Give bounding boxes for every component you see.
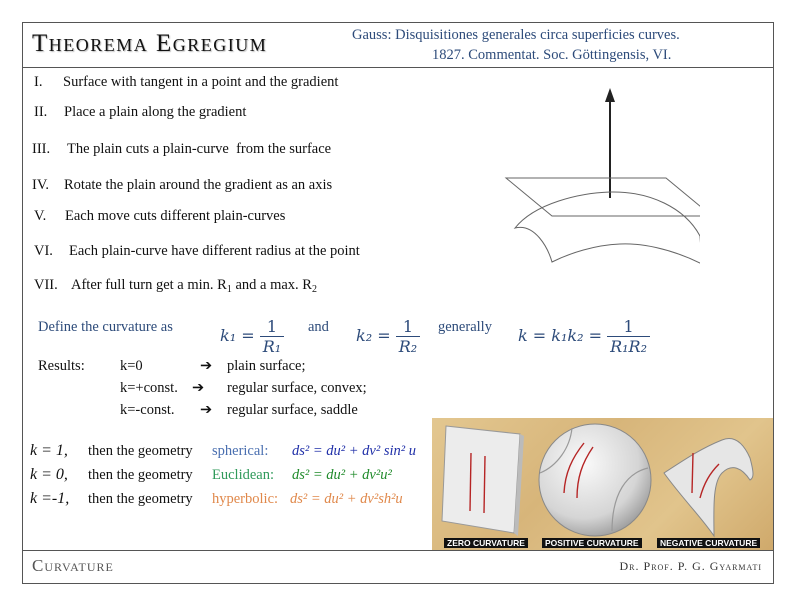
geometry-text: then the geometry: [88, 467, 193, 483]
step-number: V.: [34, 208, 47, 224]
step-text: Place a plain along the gradient: [64, 104, 247, 120]
subscript: 2: [311, 284, 317, 295]
step-text: Each move cuts different plain-curves: [65, 208, 286, 224]
slide-footer: [22, 550, 774, 584]
flat-path-line: [470, 453, 471, 511]
geometry-row: [30, 442, 416, 460]
slide-header: [22, 22, 774, 68]
step-number: VII.: [34, 277, 58, 293]
step-text: The plain cuts a plain-curve from the surface: [67, 141, 332, 157]
subscript: 1: [226, 284, 232, 295]
step-text: Rotate the plain around the gradient as an axis: [64, 177, 333, 193]
caption-zero-curvature: ZERO CURVATURE: [444, 538, 528, 548]
denominator: R₁R₂: [610, 337, 647, 356]
curved-surface: [515, 192, 700, 264]
citation-line-1: Gauss: Disquisitiones generales circa superficies curves.: [352, 27, 680, 43]
k2-fraction: [396, 317, 420, 356]
k-value: k = 1,: [30, 442, 68, 459]
citation: [352, 25, 680, 65]
step-text: After full turn get a min. R: [71, 277, 227, 293]
denominator: R₂: [398, 337, 418, 356]
step-text: Each plain-curve have different radius at the point: [69, 243, 360, 259]
arrow-icon: ➔: [200, 402, 213, 418]
k-value: k = 0,: [30, 466, 68, 483]
k2-lhs: k₂ =: [356, 326, 391, 345]
geometry-text: then the geometry: [88, 443, 193, 459]
arrow-icon: ➔: [200, 358, 213, 374]
result-row: [120, 380, 367, 397]
caption-negative-curvature: NEGATIVE CURVATURE: [657, 538, 760, 548]
slide-title: Theorema Egregium: [32, 30, 268, 57]
curvature-definition: [38, 314, 718, 356]
arrow-icon: ➔: [192, 380, 205, 396]
geometry-row: [30, 490, 403, 508]
k1-lhs: k₁ =: [220, 326, 255, 345]
step-item: [34, 277, 317, 295]
metric-formula: ds² = du² + dv²u²: [292, 467, 392, 483]
step-text: and a max. R: [231, 277, 312, 293]
flat-path-line: [484, 456, 485, 513]
result-text: plain surface;: [227, 358, 306, 374]
result-condition: k=0: [120, 358, 143, 374]
flat-surface: [442, 426, 520, 533]
k2-formula: [356, 317, 420, 356]
geometry-name: Euclidean:: [212, 467, 275, 483]
step-number: II.: [34, 104, 48, 120]
geometry-name: hyperbolic:: [212, 491, 279, 507]
step-item: [32, 141, 331, 158]
k-fraction: [607, 317, 650, 356]
saddle-surface: [664, 439, 753, 536]
tangent-plane-diagram: [500, 88, 700, 278]
tangent-plane: [506, 178, 700, 216]
step-number: VI.: [34, 243, 53, 259]
numerator: 1: [607, 317, 650, 337]
result-condition: k=+const.: [120, 380, 178, 396]
k-lhs: k = k₁k₂ =: [518, 326, 602, 345]
metric-formula: ds² = du² + dv²sh²u: [290, 491, 403, 507]
result-row: [120, 402, 358, 419]
metric-formula: ds² = du² + dv² sin² u: [292, 443, 416, 459]
step-item: [32, 177, 332, 194]
step-number: III.: [32, 141, 51, 157]
geometry-name: spherical:: [212, 443, 269, 459]
denominator: R₁: [262, 337, 282, 356]
result-condition: k=-const.: [120, 402, 175, 418]
and-label: and: [308, 319, 329, 335]
caption-positive-curvature: POSITIVE CURVATURE: [542, 538, 642, 548]
result-text: regular surface, saddle: [227, 402, 358, 418]
gradient-arrow-head: [605, 88, 615, 102]
k-value: k =-1,: [30, 490, 70, 507]
definition-label: Define the curvature as: [38, 319, 173, 335]
step-number: IV.: [32, 177, 50, 193]
step-item: [34, 74, 338, 91]
numerator: 1: [396, 317, 420, 337]
curvature-illustration-art: [432, 418, 773, 551]
curvature-illustration: [432, 418, 773, 551]
numerator: 1: [260, 317, 284, 337]
saddle-path-line: [692, 453, 693, 493]
step-item: [34, 208, 285, 225]
result-text: regular surface, convex;: [227, 380, 367, 396]
step-item: [34, 104, 246, 121]
step-text: Surface with tangent in a point and the gradient: [63, 74, 339, 90]
citation-line-2: 1827. Commentat. Soc. Göttingensis, VI.: [432, 47, 672, 63]
footer-author: Dr. Prof. P. G. Gyarmati: [619, 559, 762, 573]
sphere-surface: [539, 424, 651, 536]
step-item: [34, 243, 360, 260]
k-formula: [518, 317, 650, 356]
step-number: I.: [34, 74, 43, 90]
geometry-row: [30, 466, 392, 484]
generally-label: generally: [438, 319, 492, 335]
k1-fraction: [260, 317, 284, 356]
geometry-text: then the geometry: [88, 491, 193, 507]
k1-formula: [220, 317, 284, 356]
results-label: Results:: [38, 358, 85, 374]
footer-topic: Curvature: [32, 556, 114, 575]
result-row: [120, 358, 306, 375]
